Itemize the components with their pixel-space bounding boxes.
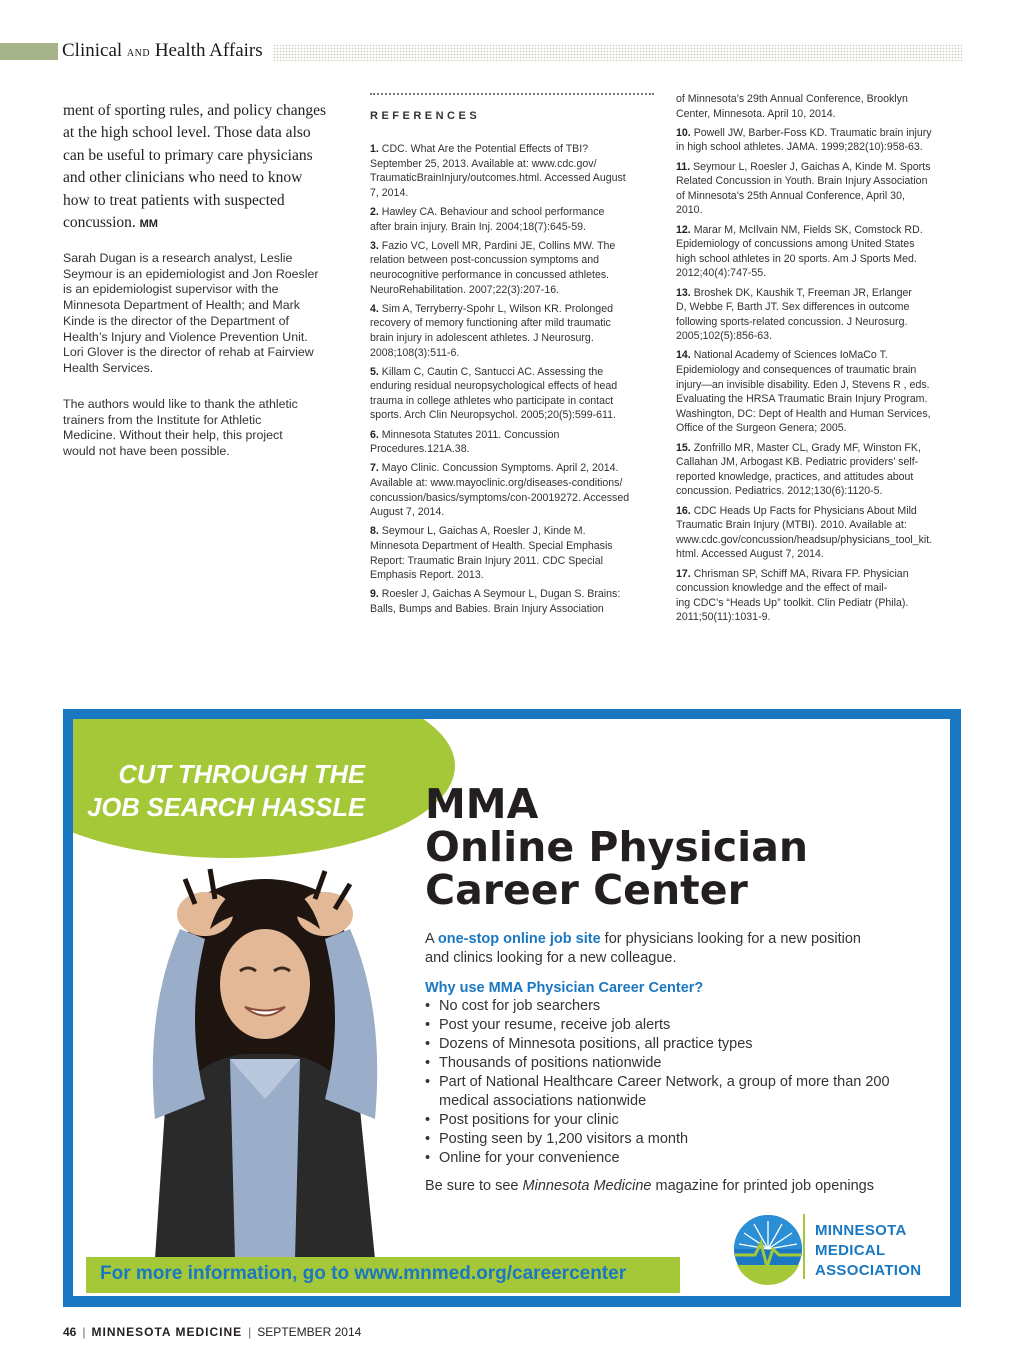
- reference-number: 6.: [370, 428, 379, 441]
- section-title-part2: Health Affairs: [154, 40, 263, 61]
- ad-why-heading: Why use MMA Physician Career Center?: [425, 980, 704, 996]
- reference-line: [676, 189, 964, 204]
- logo-line: MINNESOTA: [815, 1222, 907, 1239]
- reference-text: Traumatic Brain Injury (MTBI). 2010. Available at:: [676, 519, 907, 532]
- reference-text: Related Concussion in Youth. Brain Injury Association: [676, 175, 928, 188]
- reference-line: [676, 126, 964, 141]
- bio-line: Lori Glover is the director of rehab at Fairview: [63, 345, 314, 360]
- reference-line: [676, 421, 964, 436]
- logo-line: ASSOCIATION: [815, 1262, 922, 1279]
- reference-line: [370, 157, 658, 172]
- note-prefix: Be sure to see: [425, 1178, 523, 1194]
- reference-text: Hawley CA. Behaviour and school performance: [381, 205, 605, 218]
- reference-line: [676, 252, 964, 267]
- reference-number: 1.: [370, 143, 379, 155]
- reference-item: [370, 587, 658, 616]
- reference-text: Roesler J, Gaichas A Seymour L, Dugan S. Brains:: [381, 588, 621, 601]
- reference-line: [370, 461, 658, 476]
- thanks-line: The authors would like to thank the athletic: [63, 397, 298, 411]
- header-dot-pattern: [273, 44, 963, 61]
- intro-prefix: A: [425, 931, 438, 947]
- reference-line: [676, 407, 964, 422]
- reference-text: Procedures.121A.38.: [370, 443, 470, 456]
- reference-text: enduring residual neuropsychological effects of head: [370, 380, 618, 393]
- bio-line: Sarah Dugan is a research analyst, Leslie: [63, 251, 293, 265]
- page-footer: [63, 1325, 361, 1339]
- ad-title-line: Career Center: [425, 866, 748, 914]
- mma-logo-text: [815, 1221, 921, 1281]
- reference-line: [370, 316, 658, 331]
- reference-line: [370, 442, 658, 457]
- reference-number: 7.: [370, 462, 379, 475]
- reference-item: [676, 126, 964, 155]
- reference-line: [676, 441, 964, 456]
- reference-line: [370, 428, 658, 443]
- reference-item: [370, 239, 658, 297]
- reference-line: [676, 596, 964, 611]
- reference-item: [676, 441, 964, 499]
- footer-separator: |: [82, 1325, 86, 1339]
- reference-item: [370, 302, 658, 360]
- reference-line: [676, 266, 964, 281]
- end-mark: MM: [139, 218, 158, 231]
- ad-headline-line: JOB SEARCH HASSLE: [87, 794, 365, 822]
- reference-line: [676, 533, 964, 548]
- reference-number: 13.: [676, 286, 691, 299]
- reference-text: Fazio VC, Lovell MR, Pardini JE, Collins MW. The: [381, 239, 616, 252]
- ad-panel: [73, 719, 950, 1296]
- reference-text: National Academy of Sciences IoMaCo T.: [693, 349, 888, 362]
- reference-line: [370, 268, 658, 283]
- reference-line: [370, 142, 658, 157]
- reference-line: [676, 203, 964, 218]
- body-line: and other clinicians who need to know: [63, 169, 303, 187]
- reference-text: Evaluating the HRSA Traumatic Brain Injury Program.: [676, 393, 928, 406]
- reference-line: [676, 348, 964, 363]
- reference-line: [370, 394, 658, 409]
- reference-text: Chrisman SP, Schiff MA, Rivara FP. Physician: [693, 567, 909, 580]
- reference-text: 2005;102(5):856-63.: [676, 330, 773, 343]
- reference-line: [370, 408, 658, 423]
- reference-line: [676, 547, 964, 562]
- reference-text: Powell JW, Barber-Foss KD. Traumatic brain injury: [693, 126, 932, 139]
- reference-text: August 7, 2014.: [370, 506, 445, 519]
- logo-divider: [803, 1214, 805, 1279]
- reference-number: 8.: [370, 525, 379, 538]
- reference-item: [370, 524, 658, 582]
- reference-text: Sim A, Terryberry-Spohr L, Wilson KR. Prolonged: [381, 302, 613, 315]
- section-title-part1: Clinical: [62, 40, 123, 61]
- reference-line: [370, 239, 658, 254]
- reference-text: CDC Heads Up Facts for Physicians About Mild: [693, 504, 917, 517]
- reference-item: [370, 365, 658, 423]
- reference-number: 12.: [676, 223, 691, 236]
- reference-text: 2012;40(4):747-55.: [676, 267, 767, 280]
- body-line: concussion.: [63, 214, 136, 232]
- reference-text: recovery of memory functioning after mild traumatic: [370, 317, 611, 330]
- bio-line: Kinde is the director of the Department of: [63, 313, 289, 328]
- reference-line: [676, 107, 964, 122]
- note-magazine: Minnesota Medicine: [522, 1178, 652, 1194]
- issue-date: SEPTEMBER 2014: [257, 1325, 362, 1339]
- reference-line: [676, 315, 964, 330]
- references-divider: [370, 93, 654, 95]
- reference-line: [370, 253, 658, 268]
- reference-number: 15.: [676, 441, 691, 454]
- reference-text: concussion/basics/symptoms/con-20019272. Accessed: [370, 491, 630, 504]
- reference-text: of Minnesota’s 25th Annual Conference, April 30,: [676, 189, 905, 202]
- reference-line: [370, 491, 658, 506]
- body-line: can be useful to primary care physicians: [63, 146, 313, 164]
- ad-intro-line-1: [425, 930, 915, 949]
- reference-text: Killam C, Cautin C, Santucci AC. Assessing the: [381, 365, 604, 378]
- list-item: • Part of National Healthcare Career Network, a group of more than 200 medical associations nationwide: [425, 1073, 925, 1111]
- thanks-line: trainers from the Institute for Athletic: [63, 412, 262, 427]
- reference-text: brain injury in adolescent athletes. J Neurosurg.: [370, 331, 594, 344]
- reference-item: [370, 205, 658, 234]
- reference-line: [370, 171, 658, 186]
- reference-text: Seymour L, Roesler J, Gaichas A, Kinde M. Sports: [693, 160, 931, 173]
- reference-line: [676, 223, 964, 238]
- reference-line: [370, 220, 658, 235]
- reference-number: 5.: [370, 365, 379, 378]
- reference-number: 10.: [676, 126, 691, 139]
- reference-line: [370, 346, 658, 361]
- stressed-woman-photo: [135, 859, 395, 1259]
- thanks-line: Medicine. Without their help, this project: [63, 428, 283, 443]
- mma-sunburst-logo-icon: [723, 1209, 813, 1289]
- reference-line: [676, 392, 964, 407]
- reference-text: trauma in college athletes who participate in contact: [370, 394, 614, 407]
- list-item: • Post your resume, receive job alerts: [425, 1016, 925, 1035]
- reference-item: [676, 223, 964, 281]
- reference-text: Zonfrillo MR, Master CL, Grady MF, Winston FK,: [693, 441, 921, 454]
- logo-line: MEDICAL: [815, 1242, 886, 1259]
- reference-line: [370, 602, 658, 617]
- cta-link[interactable]: For more information, go to www.mnmed.org/careercenter: [100, 1263, 627, 1284]
- reference-line: [676, 300, 964, 315]
- ad-headline-line: CUT THROUGH THE: [118, 761, 365, 789]
- ad-headline: [81, 759, 365, 825]
- reference-item: [676, 286, 964, 344]
- reference-text: www.cdc.gov/concussion/headsup/physicians_tool_kit.: [676, 533, 933, 546]
- reference-item: [370, 142, 658, 200]
- reference-line: [676, 567, 964, 582]
- ad-title: [425, 780, 809, 914]
- section-title-and: AND: [126, 48, 151, 59]
- references-column-1: [370, 142, 658, 621]
- body-line-last: [63, 212, 353, 235]
- reference-line: [370, 505, 658, 520]
- intro-highlight: one-stop online job site: [437, 931, 601, 947]
- reference-line: [676, 484, 964, 499]
- reference-line: [370, 554, 658, 569]
- reference-text: 7, 2014.: [370, 186, 409, 199]
- reference-line: [370, 587, 658, 602]
- reference-text: Callahan JM, Arbogast KB. Pediatric providers’ self-: [676, 456, 919, 469]
- reference-line: [370, 205, 658, 220]
- reference-line: [676, 504, 964, 519]
- reference-text: 2010.: [676, 204, 703, 217]
- magazine-name: MINNESOTA MEDICINE: [91, 1325, 243, 1339]
- intro-rest: for physicians looking for a new position: [600, 931, 861, 947]
- bio-line: Health Services.: [63, 360, 154, 375]
- reference-line: [676, 140, 964, 155]
- reference-line: [676, 363, 964, 378]
- reference-line: [370, 568, 658, 583]
- reference-text: following sports-related concussion. J Neurosurg.: [676, 315, 908, 328]
- reference-text: relation between post-concussion symptoms and: [370, 254, 600, 267]
- thanks-line: would not have been possible.: [63, 444, 230, 459]
- references-heading: REFERENCES: [370, 110, 481, 122]
- reference-line: [676, 455, 964, 470]
- reference-text: Minnesota Statutes 2011. Concussion: [381, 428, 560, 441]
- reference-text: Office of the Surgeon Genera; 2005.: [676, 422, 847, 435]
- reference-item: [676, 567, 964, 625]
- reference-text: 2011;50(11):1031-9.: [676, 611, 771, 624]
- reference-line: [676, 581, 964, 596]
- reference-item: [676, 504, 964, 562]
- reference-text: Washington, DC: Dept of Health and Human Services,: [676, 407, 931, 420]
- bio-line: Minnesota Department of Health; and Mark: [63, 298, 300, 313]
- ad-title-line: Online Physician: [425, 823, 809, 871]
- list-item: • No cost for job searchers: [425, 997, 925, 1016]
- note-suffix: magazine for printed job openings: [651, 1178, 874, 1194]
- cta-bar: [86, 1257, 680, 1293]
- ad-benefits-list: [425, 997, 925, 1168]
- ad-note: [425, 1177, 874, 1196]
- reference-text: Mayo Clinic. Concussion Symptoms. April 2, 2014.: [381, 462, 619, 475]
- reference-line: [370, 524, 658, 539]
- reference-number: 2.: [370, 205, 379, 218]
- reference-item: [676, 92, 964, 121]
- reference-text: Report: Traumatic Brain Injury 2011. CDC Special: [370, 554, 603, 567]
- header-accent-bar: [0, 43, 58, 60]
- reference-text: Seymour L, Gaichas A, Roesler J, Kinde M.: [381, 525, 586, 538]
- reference-item: [370, 428, 658, 457]
- reference-number: 4.: [370, 302, 379, 315]
- reference-text: sports. Arch Clin Neuropsychol. 2005;20(5):599-611.: [370, 409, 616, 422]
- reference-text: CDC. What Are the Potential Effects of TBI?: [381, 143, 589, 155]
- reference-text: Minnesota Department of Health. Special Emphasis: [370, 540, 613, 552]
- reference-line: [676, 92, 964, 107]
- reference-line: [370, 476, 658, 491]
- reference-line: [676, 518, 964, 533]
- body-line: at the high school level. Those data also: [63, 124, 311, 142]
- reference-line: [676, 174, 964, 189]
- reference-text: D, Webbe F, Barth JT. Sex differences in outcome: [676, 301, 910, 314]
- reference-text: html. Accessed August 7, 2014.: [676, 548, 824, 561]
- reference-number: 11.: [676, 160, 691, 173]
- reference-text: Available at: www.mayoclinic.org/diseases-conditions/: [370, 477, 623, 490]
- list-item: • Online for your convenience: [425, 1149, 925, 1168]
- reference-text: high school athletes in 20 sports. Am J Sports Med.: [676, 252, 917, 265]
- reference-line: [676, 237, 964, 252]
- reference-item: [676, 348, 964, 436]
- acknowledgments: [63, 397, 343, 460]
- reference-line: [370, 365, 658, 380]
- article-body-end: [63, 100, 353, 235]
- reference-text: Emphasis Report. 2013.: [370, 569, 484, 582]
- page-number: 46: [63, 1325, 77, 1339]
- footer-separator: |: [248, 1325, 252, 1339]
- reference-text: Epidemiology and consequences of traumatic brain: [676, 364, 917, 377]
- reference-line: [676, 160, 964, 175]
- reference-line: [370, 331, 658, 346]
- reference-line: [676, 378, 964, 393]
- body-line: ment of sporting rules, and policy changes: [63, 102, 327, 119]
- section-title: [62, 40, 263, 62]
- reference-text: ing CDC’s “Heads Up” toolkit. Clin Pediatr (Phila).: [676, 596, 909, 609]
- reference-text: neurocognitive performance in concussed athletes.: [370, 268, 610, 281]
- reference-line: [370, 283, 658, 298]
- reference-item: [370, 461, 658, 519]
- references-column-2: [676, 92, 964, 630]
- list-item: • Dozens of Minnesota positions, all practice types: [425, 1035, 925, 1054]
- bio-line: is an epidemiologist supervisor with the: [63, 282, 279, 297]
- career-center-ad: [63, 709, 961, 1307]
- ad-intro-line-2: and clinics looking for a new colleague.: [425, 950, 677, 966]
- ad-intro: [425, 930, 915, 968]
- reference-line: [370, 186, 658, 201]
- reference-text: reported knowledge, practices, and attitudes about: [676, 470, 914, 483]
- reference-text: Balls, Bumps and Babies. Brain Injury Association: [370, 602, 604, 615]
- reference-text: September 25, 2013. Available at: www.cdc.gov/: [370, 157, 597, 170]
- list-item: • Thousands of positions nationwide: [425, 1054, 925, 1073]
- bio-line: Health’s Injury and Violence Prevention Unit.: [63, 329, 308, 344]
- bio-line: Seymour is an epidemiologist and Jon Roesler: [63, 266, 319, 281]
- reference-text: of Minnesota’s 29th Annual Conference, Brooklyn: [676, 93, 908, 105]
- reference-number: 3.: [370, 239, 379, 252]
- author-bio: [63, 251, 343, 377]
- reference-line: [676, 610, 964, 625]
- reference-text: Epidemiology of concussions among United States: [676, 238, 915, 251]
- reference-text: TraumaticBrainInjury/outcomes.html. Accessed August: [370, 172, 626, 185]
- reference-text: injury—an invisible disability. Eden J, Stevens R , eds.: [676, 378, 930, 391]
- reference-number: 14.: [676, 349, 691, 362]
- reference-text: Broshek DK, Kaushik T, Freeman JR, Erlanger: [693, 286, 912, 299]
- reference-item: [676, 160, 964, 218]
- reference-line: [370, 539, 658, 554]
- ad-title-line: MMA: [425, 780, 539, 828]
- reference-text: 2008;108(3):511-6.: [370, 346, 460, 359]
- reference-text: after brain injury. Brain Inj. 2004;18(7):645-59.: [370, 220, 586, 233]
- body-line: how to treat patients with suspected: [63, 191, 285, 209]
- reference-line: [370, 379, 658, 394]
- reference-line: [676, 470, 964, 485]
- reference-number: 16.: [676, 504, 691, 517]
- reference-text: Marar M, McIlvain NM, Fields SK, Comstock RD.: [693, 223, 923, 236]
- reference-line: [676, 329, 964, 344]
- reference-number: 17.: [676, 567, 691, 580]
- reference-number: 9.: [370, 588, 379, 601]
- reference-line: [676, 286, 964, 301]
- reference-text: Center, Minnesota. April 10, 2014.: [676, 107, 836, 120]
- reference-text: concussion knowledge and the effect of mail-: [676, 582, 888, 595]
- reference-line: [370, 302, 658, 317]
- list-item: • Posting seen by 1,200 visitors a month: [425, 1130, 925, 1149]
- reference-text: concussion. Pediatrics. 2012;130(6):1120-5.: [676, 485, 883, 498]
- reference-text: NeuroRehabilitation. 2007;22(3):207-16.: [370, 283, 560, 296]
- list-item: • Post positions for your clinic: [425, 1111, 925, 1130]
- reference-text: in high school athletes. JAMA. 1999;282(10):958-63.: [676, 141, 923, 154]
